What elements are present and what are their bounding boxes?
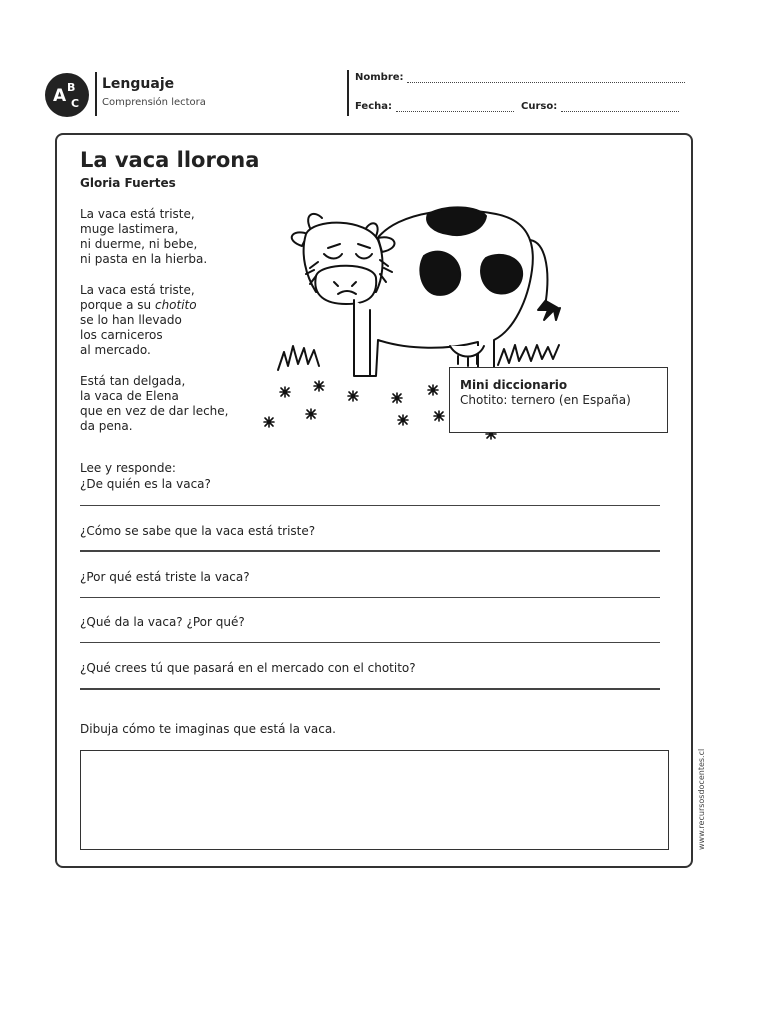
poem-line: La vaca está triste, bbox=[80, 283, 195, 297]
dictionary-entry: Chotito: ternero (en España) bbox=[460, 393, 631, 407]
question-4: ¿Qué da la vaca? ¿Por qué? bbox=[80, 615, 245, 629]
drawing-area[interactable] bbox=[80, 750, 669, 850]
poem-line-start: porque a su bbox=[80, 298, 152, 312]
poem-line: la vaca de Elena bbox=[80, 389, 179, 403]
answer-line-4[interactable] bbox=[80, 642, 660, 643]
name-label: Nombre: bbox=[355, 72, 404, 83]
fields-divider bbox=[347, 70, 349, 116]
poem-line: al mercado. bbox=[80, 343, 151, 357]
abc-logo-icon bbox=[44, 72, 90, 118]
poem-line bbox=[80, 298, 197, 313]
questions-intro: Lee y responde: bbox=[80, 461, 176, 475]
logo-letter-c: C bbox=[71, 97, 80, 110]
poem-line: Está tan delgada, bbox=[80, 374, 186, 388]
poem-word-chotito: chotito bbox=[154, 298, 197, 312]
logo-letter-b: B bbox=[67, 81, 76, 94]
poem-line: ni duerme, ni bebe, bbox=[80, 237, 198, 251]
subject-subtitle: Comprensión lectora bbox=[102, 97, 206, 108]
dictionary-title: Mini diccionario bbox=[460, 378, 568, 392]
question-3: ¿Por qué está triste la vaca? bbox=[80, 570, 250, 584]
date-label: Fecha: bbox=[355, 101, 393, 112]
question-5: ¿Qué crees tú que pasará en el mercado con el chotito? bbox=[80, 661, 416, 675]
mini-dictionary-box bbox=[449, 367, 668, 433]
question-1: ¿De quién es la vaca? bbox=[80, 477, 211, 491]
logo-letter-a: A bbox=[53, 86, 67, 106]
answer-line-5[interactable] bbox=[80, 688, 660, 690]
question-2: ¿Cómo se sabe que la vaca está triste? bbox=[80, 524, 316, 538]
poem-line: da pena. bbox=[80, 419, 133, 433]
poem-line: La vaca está triste, bbox=[80, 207, 195, 221]
reading-title: La vaca llorona bbox=[80, 148, 260, 172]
poem-line: que en vez de dar leche, bbox=[80, 404, 229, 418]
draw-prompt: Dibuja cómo te imaginas que está la vaca. bbox=[80, 722, 336, 736]
date-blank[interactable] bbox=[396, 102, 514, 112]
answer-line-1[interactable] bbox=[80, 505, 660, 506]
poem-line: ni pasta en la hierba. bbox=[80, 252, 208, 266]
poem-line: se lo han llevado bbox=[80, 313, 182, 327]
course-field[interactable] bbox=[521, 101, 679, 112]
answer-line-2[interactable] bbox=[80, 550, 660, 552]
subject-title: Lenguaje bbox=[102, 76, 175, 92]
course-blank[interactable] bbox=[561, 102, 679, 112]
date-field[interactable] bbox=[355, 101, 514, 112]
poem-line: los carniceros bbox=[80, 328, 163, 342]
poem-line: muge lastimera, bbox=[80, 222, 179, 236]
name-blank[interactable] bbox=[407, 73, 685, 83]
header-divider bbox=[95, 72, 97, 116]
answer-line-3[interactable] bbox=[80, 597, 660, 598]
reading-author: Gloria Fuertes bbox=[80, 176, 176, 190]
course-label: Curso: bbox=[521, 101, 558, 112]
name-field[interactable] bbox=[355, 72, 685, 83]
website-credit: www.recursosdocentes.cl bbox=[697, 748, 706, 850]
